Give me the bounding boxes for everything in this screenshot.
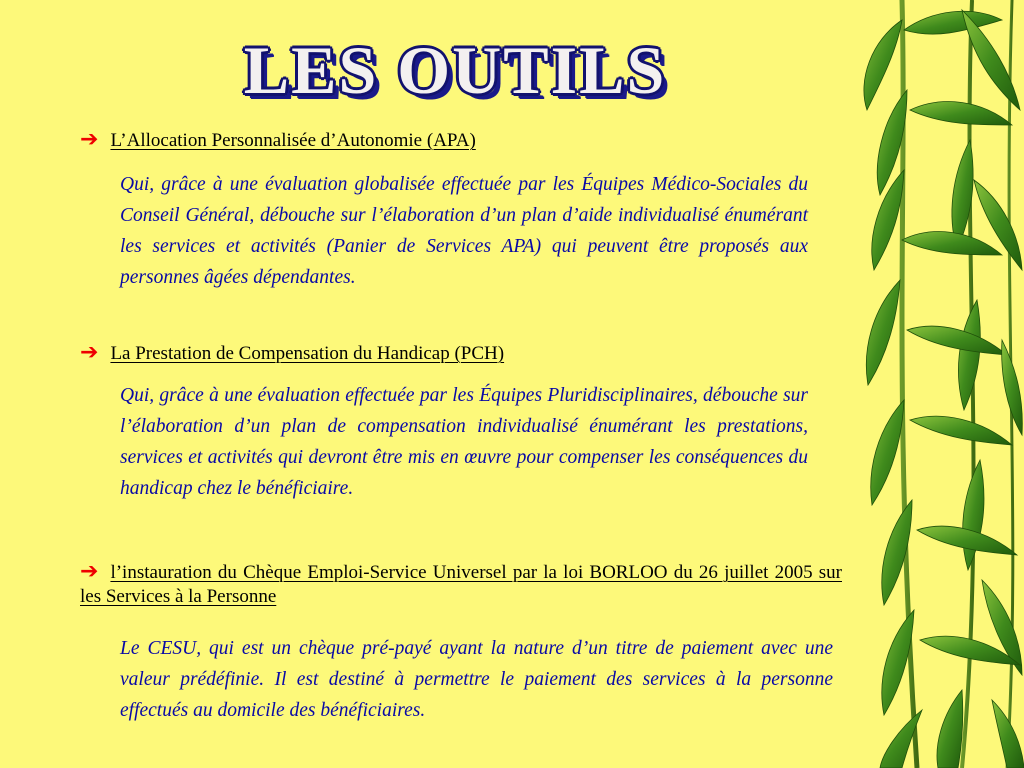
section-heading-apa — [80, 128, 476, 153]
right-arrow-icon: ➔ — [80, 559, 99, 584]
bamboo-leaves-illustration — [862, 0, 1024, 768]
section-heading-cesu — [80, 560, 842, 609]
section-heading-pch — [80, 341, 504, 366]
section-heading-text: L’Allocation Personnalisée d’Autonomie (APA) — [110, 130, 476, 151]
section-heading-text: La Prestation de Compensation du Handicap (PCH) — [110, 343, 505, 364]
section-text-pch: Qui, grâce à une évaluation effectuée par les Équipes Pluridisciplinaires, débouche sur l’élaboration d’un plan de compensation individualisé énumérant les prestations, services et activités qui devront être mis en œuvre pour compenser les conséquences du handicap chez le bénéficiaire. — [120, 385, 808, 499]
right-arrow-icon: ➔ — [80, 127, 99, 152]
section-text-cesu: Le CESU, qui est un chèque pré-payé ayant la nature d’un titre de paiement avec une valeur prédéfinie. Il est destiné à permettre le paiement des services à la personne effectués au domicile des bénéficiaires. — [120, 638, 833, 721]
right-arrow-icon: ➔ — [80, 340, 99, 365]
section-heading-text: l’instauration du Chèque Emploi-Service Universel par la loi BORLOO du 26 juillet 2005 sur les Services à la Personne — [80, 562, 842, 607]
section-text-apa: Qui, grâce à une évaluation globalisée effectuée par les Équipes Médico-Sociales du Conseil Général, débouche sur l’élaboration d’un plan d’aide individualisé énumérant les services et activités (Panier de Services APA) qui peuvent être proposés aux personnes âgées dépendantes. — [120, 174, 808, 288]
slide-title: LES OUTILS — [243, 32, 667, 108]
